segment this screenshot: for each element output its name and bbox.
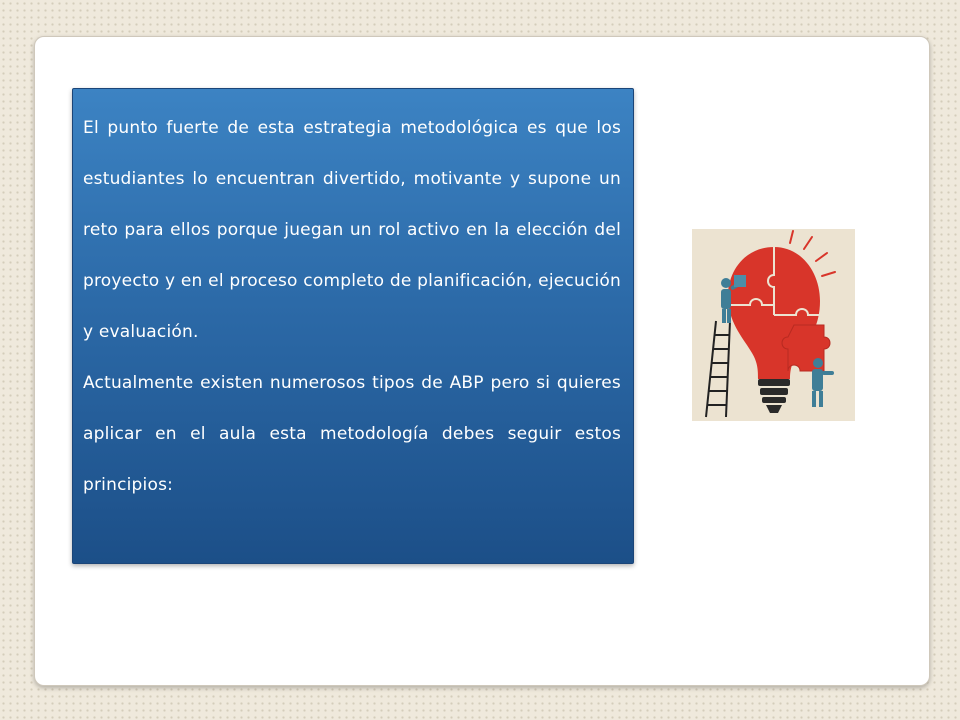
text-box [72, 88, 634, 564]
paragraph-strategy: El punto fuerte de esta estrategia metodológica es que los estudiantes lo encuentran divertido, motivante y supone un reto para ellos porque juegan un rol activo en la elección del proyecto y en el proceso completo de planificación, ejecución y evaluación. [83, 118, 621, 342]
paragraph-principles: Actualmente existen numerosos tipos de ABP pero si quieres aplicar en el aula esta metodología debes seguir estos principios: [83, 373, 621, 495]
lightbulb-puzzle-graphic [692, 229, 855, 421]
ladder-icon [706, 321, 730, 417]
bulb-base-icon [758, 379, 790, 413]
lightbulb-puzzle-icon [692, 229, 855, 421]
